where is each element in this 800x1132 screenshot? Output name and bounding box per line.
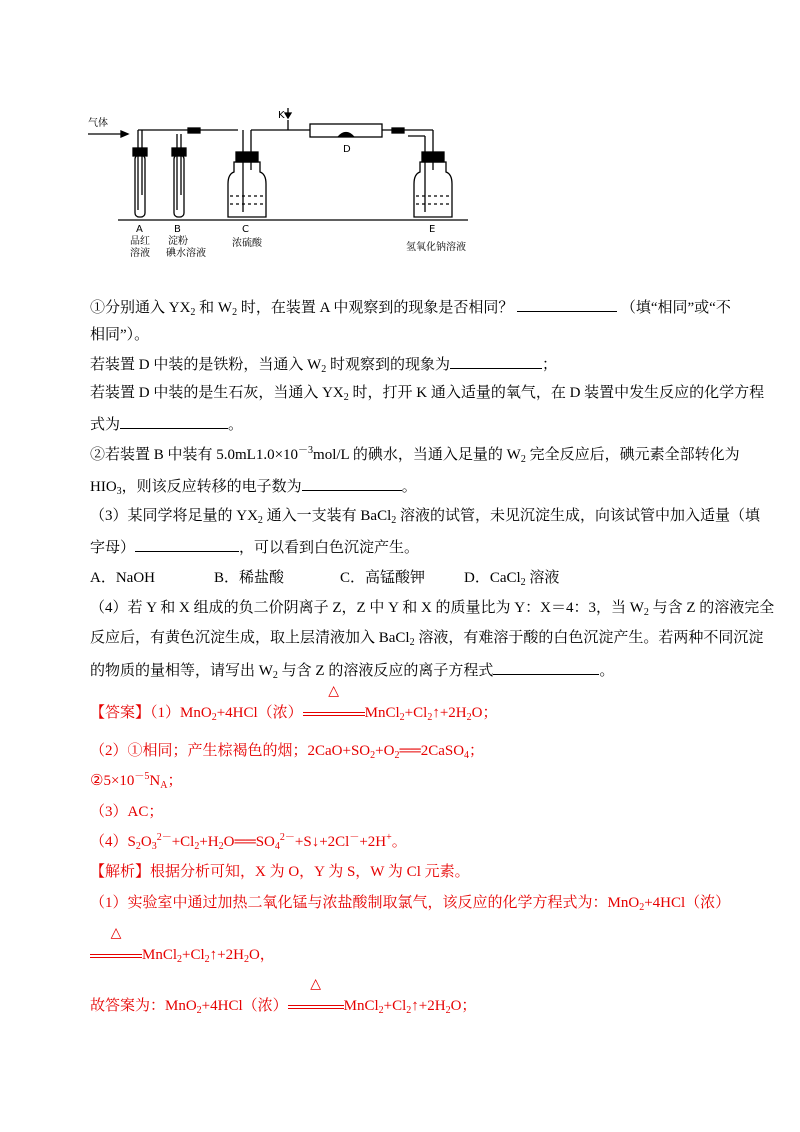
tube-b-letter: B [174,224,181,235]
tube-b-line1: 淀粉 [168,236,188,247]
analysis-line: 【解析】根据分析可知，X 为 O，Y 为 S，W 为 Cl 元素。 [90,864,470,880]
bottle-c-label: 浓硫酸 [232,238,262,249]
question-line-12: 反应后，有黄色沉淀生成，取上层清液加入 BaCl$_2$ 溶液，有难溶于酸的白色沉淀产生。若两种不同沉淀 [90,630,764,648]
answer-blank[interactable] [493,660,599,675]
answer-line-3: $②5\times 10^{-5}N_A$； [90,771,183,791]
answer-blank[interactable] [135,537,239,552]
question-line-4: 若装置 D 中装的是生石灰，当通入 $YX_2$ 时，打开 K 通入适量的氧气，在 D 装置中发生反应的化学方程 [90,385,765,403]
answer-line-2: （2）①相同；产生棕褐色的烟；$2CaO+SO_2+O_2══2CaSO_4$； [90,743,485,761]
answer-line-4: （3）AC； [90,804,164,820]
tube-b-line2: 碘水溶液 [166,248,206,259]
answer-blank[interactable] [302,476,402,491]
bottle-e-label: 氢氧化钠溶液 [406,242,466,253]
bottle-c-letter: C [242,224,249,235]
question-line-7: $HIO_3$，则该反应转移的电子数为 。 [0,476,800,497]
option-c: C．高锰酸钾 [340,570,426,586]
answer-blank[interactable] [450,354,542,369]
tube-a-line2: 溶液 [130,248,150,259]
question-line-1: ①分别通入 $YX_2$ 和 $W_2$ 时，在装置 A 中观察到的现象是否相同？ （填“相同”或“不 [0,297,800,318]
tube-a-line1: 品红 [130,236,150,247]
heat-triangle-icon: △ [110,926,122,941]
question-line-8: （3）某同学将足量的 $YX_2$ 通入一支装有 BaCl$_2$ 溶液的试管，未见沉淀生成，向该试管中加入适量（填 [90,508,761,526]
bottle-e-letter: E [429,224,436,235]
answer-line-5: $(4)S_2O_3^{2-}+Cl_2+H_2O══SO_4^{2-}+S↓+2Cl^-+2H^+$。 [90,832,407,852]
apparatus-diagram [88,100,508,260]
heat-triangle-icon: △ [328,684,340,699]
heating-condition [288,977,344,1016]
question-line-6: ②若装置 B 中装有 $5.0mL1.0\times 10^{-3}mol/L$ 的碘水，当通入足量的 $W_2$ 完全反应后，碘元素全部转化为 [90,445,740,465]
heating-condition [303,684,365,723]
options-line [0,568,800,588]
gas-label: 气体 [88,118,108,129]
tube-a-letter: A [136,224,143,235]
question-line-3: 若装置 D 中装的是铁粉，当通入 $W_2$ 时观察到的现象为 ； [0,354,800,375]
analysis-tag: 【解析】 [90,864,151,880]
question-line-2: 相同”）。 [90,327,150,343]
heating-condition [90,926,142,965]
option-a: A．NaOH [90,570,155,586]
answer-blank[interactable] [517,297,617,312]
option-d: D．CaCl$_2$ 溶液 [464,570,560,588]
valve-k-label: K [278,110,285,121]
analysis-line-3: 故答案为：MnO$_2$+4HCl（浓） △ $MnCl_2+Cl_2↑+2H_2O$； [90,977,477,1016]
tube-d-label: D [343,144,351,155]
option-b: B．稀盐酸 [214,570,285,586]
answer-blank[interactable] [120,414,228,429]
question-line-11: （4）若 Y 和 X 组成的负二价阴离子 Z，Z 中 Y 和 X 的质量比为 Y：X＝4：3，当 $W_2$ 与含 Z 的溶液完全 [90,600,775,618]
analysis-line-1: （1）实验室中通过加热二氧化锰与浓盐酸制取氯气，该反应的化学方程式为：MnO$_2$+4HCl（浓） [90,895,731,913]
analysis-line-2: △ $MnCl_2+Cl_2↑+2H_2O$， [0,945,800,965]
answer-line-1: 【答案】（1）MnO$_2$+4HCl（浓） △ $MnCl_2+Cl_2↑+2H_2O$； [90,684,498,723]
answer-tag: 【答案】 [90,705,151,721]
question-line-9: 字母） ，可以看到白色沉淀产生。 [0,537,800,558]
heat-triangle-icon: △ [310,977,322,992]
question-line-13: 的物质的量相等，请写出 $W_2$ 与含 Z 的溶液反应的离子方程式 。 [0,660,800,681]
question-line-5: 式为 。 [0,414,800,435]
